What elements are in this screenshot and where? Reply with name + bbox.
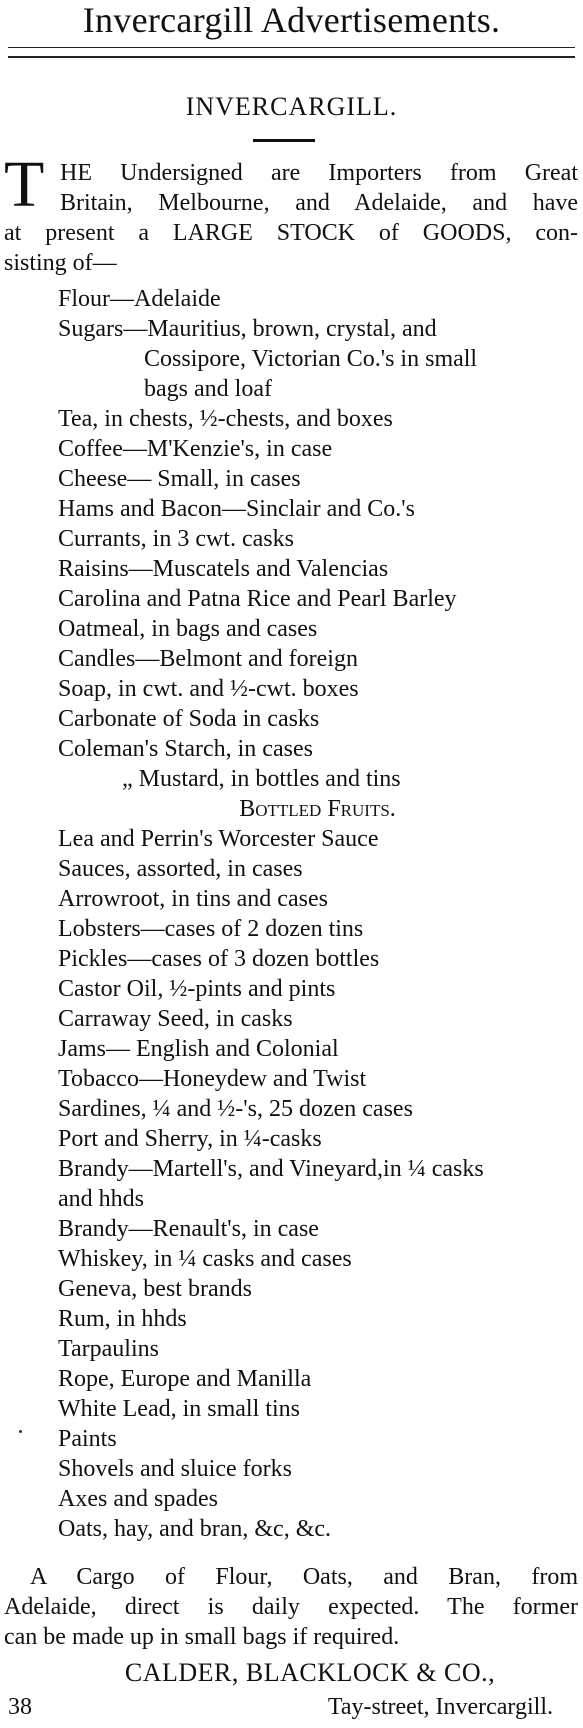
list-item-text: Axes and spades xyxy=(58,1486,218,1512)
list-item-text: Raisins—Muscatels and Valencias xyxy=(58,556,389,582)
list-item xyxy=(0,854,583,884)
ad-number: 38 xyxy=(8,1694,32,1720)
list-item xyxy=(0,494,583,524)
list-item-text: Paints xyxy=(58,1426,117,1452)
list-item xyxy=(0,584,583,614)
list-item-text: Geneva, best brands xyxy=(58,1276,252,1302)
list-item-text: Sardines, ¼ and ½-'s, 25 dozen cases xyxy=(58,1096,413,1122)
masthead-rule-top xyxy=(8,47,575,48)
masthead-title: Invercargill Advertisements. xyxy=(82,0,501,40)
list-item-text: Candles—Belmont and foreign xyxy=(58,646,358,672)
list-item-text: Tobacco—Honeydew and Twist xyxy=(58,1066,367,1092)
list-item xyxy=(0,1484,583,1514)
goods-list xyxy=(0,284,583,1544)
list-item xyxy=(0,764,583,794)
intro-line-2: Britain, Melbourne, and Adelaide, and have xyxy=(60,190,578,216)
list-item-text: Coleman's Starch, in cases xyxy=(58,736,313,762)
firm-name: CALDER, BLACKLOCK & CO., xyxy=(124,1658,496,1687)
list-item-text: Carraway Seed, in casks xyxy=(58,1006,293,1032)
list-item-text: Coffee—M'Kenzie's, in case xyxy=(58,436,333,462)
list-item xyxy=(0,1034,583,1064)
list-item-text: Oatmeal, in bags and cases xyxy=(58,616,318,642)
list-item-text: „ Mustard, in bottles and tins xyxy=(122,766,401,792)
closing-line-2: Adelaide, direct is daily expected. The former xyxy=(4,1594,578,1620)
closing-line-1: A Cargo of Flour, Oats, and Bran, from xyxy=(30,1564,578,1590)
closing-line-3: can be made up in small bags if required. xyxy=(4,1624,400,1650)
list-item-text: Brandy—Renault's, in case xyxy=(58,1216,319,1242)
list-item-text: Shovels and sluice forks xyxy=(58,1456,292,1482)
list-item-text: Soap, in cwt. and ½-cwt. boxes xyxy=(58,676,359,702)
list-item xyxy=(0,1094,583,1124)
list-item xyxy=(0,614,583,644)
list-item xyxy=(0,824,583,854)
list-item-text: Lea and Perrin's Worcester Sauce xyxy=(58,826,379,852)
list-item xyxy=(0,404,583,434)
list-item-text: Flour—Adelaide xyxy=(58,286,221,312)
intro-line-3: at present a LARGE STOCK of GOODS, con- xyxy=(4,220,578,246)
list-item-text: Whiskey, in ¼ casks and cases xyxy=(58,1246,352,1272)
list-item-text: Lobsters—cases of 2 dozen tins xyxy=(58,916,364,942)
list-item xyxy=(0,644,583,674)
list-item xyxy=(0,884,583,914)
intro-line-4: sisting of— xyxy=(4,250,117,276)
list-item xyxy=(0,974,583,1004)
drop-cap: T xyxy=(4,148,45,221)
list-item xyxy=(0,1274,583,1304)
list-item xyxy=(0,1214,583,1244)
list-item-text: Carbonate of Soda in casks xyxy=(58,706,320,732)
list-item-text: Pickles—cases of 3 dozen bottles xyxy=(58,946,380,972)
list-item-text: Port and Sherry, in ¼-casks xyxy=(58,1126,322,1152)
list-item xyxy=(0,944,583,974)
list-item xyxy=(0,1124,583,1154)
list-item xyxy=(0,674,583,704)
list-item xyxy=(0,434,583,464)
list-item xyxy=(0,1064,583,1094)
list-item-text: Currants, in 3 cwt. casks xyxy=(58,526,294,552)
list-item xyxy=(0,1454,583,1484)
list-item xyxy=(0,284,583,314)
list-item xyxy=(0,464,583,494)
list-item xyxy=(0,314,583,404)
list-item-text: Jams— English and Colonial xyxy=(58,1036,339,1062)
list-item xyxy=(0,1364,583,1394)
list-item xyxy=(0,1334,583,1364)
list-item-continuation: Cossipore, Victorian Co.'s in small xyxy=(144,346,478,372)
print-speck xyxy=(19,1430,22,1433)
list-item xyxy=(0,1424,583,1454)
list-item-text: Sugars—Mauritius, brown, crystal, and xyxy=(58,316,437,342)
list-item-text: Brandy—Martell's, and Vineyard,in ¼ casks xyxy=(58,1156,484,1182)
list-item-continuation: bags and loaf xyxy=(144,376,272,402)
list-item-continuation: and hhds xyxy=(58,1186,144,1212)
list-item-text: Bottled Fruits. xyxy=(239,796,396,822)
list-item-text: Hams and Bacon—Sinclair and Co.'s xyxy=(58,496,415,522)
list-item xyxy=(0,554,583,584)
list-item-text: Rope, Europe and Manilla xyxy=(58,1366,312,1392)
list-item-text: Oats, hay, and bran, &c, &c. xyxy=(58,1516,332,1542)
list-item xyxy=(0,1154,583,1214)
list-item-text: Carolina and Patna Rice and Pearl Barley xyxy=(58,586,457,612)
list-item-text: Rum, in hhds xyxy=(58,1306,187,1332)
list-item xyxy=(0,914,583,944)
ad-heading: INVERCARGILL. xyxy=(185,92,398,121)
list-item xyxy=(0,524,583,554)
list-item xyxy=(0,1304,583,1334)
list-item-text: White Lead, in small tins xyxy=(58,1396,300,1422)
list-item xyxy=(0,794,583,824)
masthead-rule-bottom xyxy=(8,56,575,58)
list-item xyxy=(0,1244,583,1274)
list-item-text: Castor Oil, ½-pints and pints xyxy=(58,976,336,1002)
intro-line-1: HE Undersigned are Importers from Great xyxy=(60,160,578,186)
firm-address: Tay-street, Invercargill. xyxy=(327,1694,553,1720)
list-item-text: Sauces, assorted, in cases xyxy=(58,856,303,882)
list-item xyxy=(0,1394,583,1424)
heading-underline xyxy=(253,139,315,142)
list-item-text: Arrowroot, in tins and cases xyxy=(58,886,328,912)
list-item-text: Tea, in chests, ½-chests, and boxes xyxy=(58,406,393,432)
list-item-text: Cheese— Small, in cases xyxy=(58,466,301,492)
list-item xyxy=(0,1514,583,1544)
list-item xyxy=(0,1004,583,1034)
list-item xyxy=(0,734,583,764)
list-item-text: Tarpaulins xyxy=(58,1336,159,1362)
closing-paragraph xyxy=(4,1562,578,1652)
list-item xyxy=(0,704,583,734)
